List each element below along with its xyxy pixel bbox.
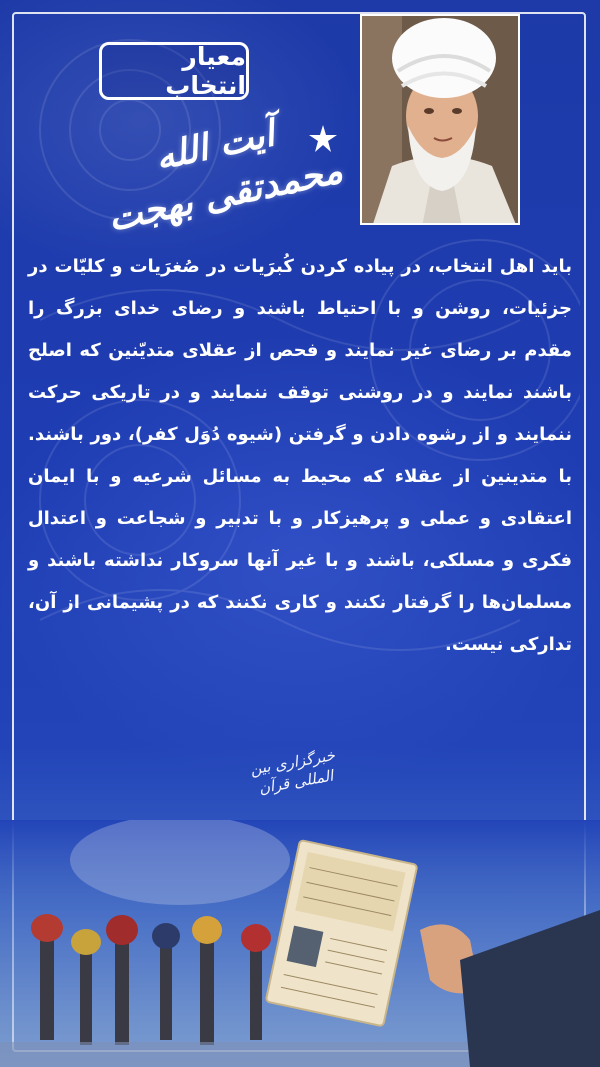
portrait-photo bbox=[360, 14, 520, 225]
title-badge-text: معیار انتخاب bbox=[165, 42, 246, 100]
quote-text: باید اهل انتخاب، در پیاده کردن کُبرَیات در صُغرَیات و کلیّات در جزئیات، روشن و با احتیاط باشند و رضای خدای بزرگ را مقدم بر رضای غیر نمایند و فحص از عقلای متدیّنین که اصلح باشند نمایند و در روشنی توقف ننمایند و در تاریکی حرکت ننمایند و از رشوه دادن و گرفتن (شیوه دُوَل کفر)، دور باشند. با متدینین از عقلاء که محیط به مسائل شرعیه و با ایمان اعتقادی و عملی و پرهیزکار و با تدبیر و شجاعت و اعتدال فکری و مسلکی، باشند و با غیر آنها سروکار نداشته باشند و مسلمان‌ها را گرفتار نکنند و کاری نکنند که در پشیمانی از آن، تدارکی نیست. bbox=[28, 256, 572, 655]
bottom-illustration bbox=[0, 820, 600, 1067]
title-badge bbox=[99, 42, 249, 100]
news-agency-logo: خبرگزاری بین المللی قرآن bbox=[248, 746, 337, 798]
cleric-name-calligraphy: آیت الله محمدتقی بهجت bbox=[104, 112, 347, 240]
